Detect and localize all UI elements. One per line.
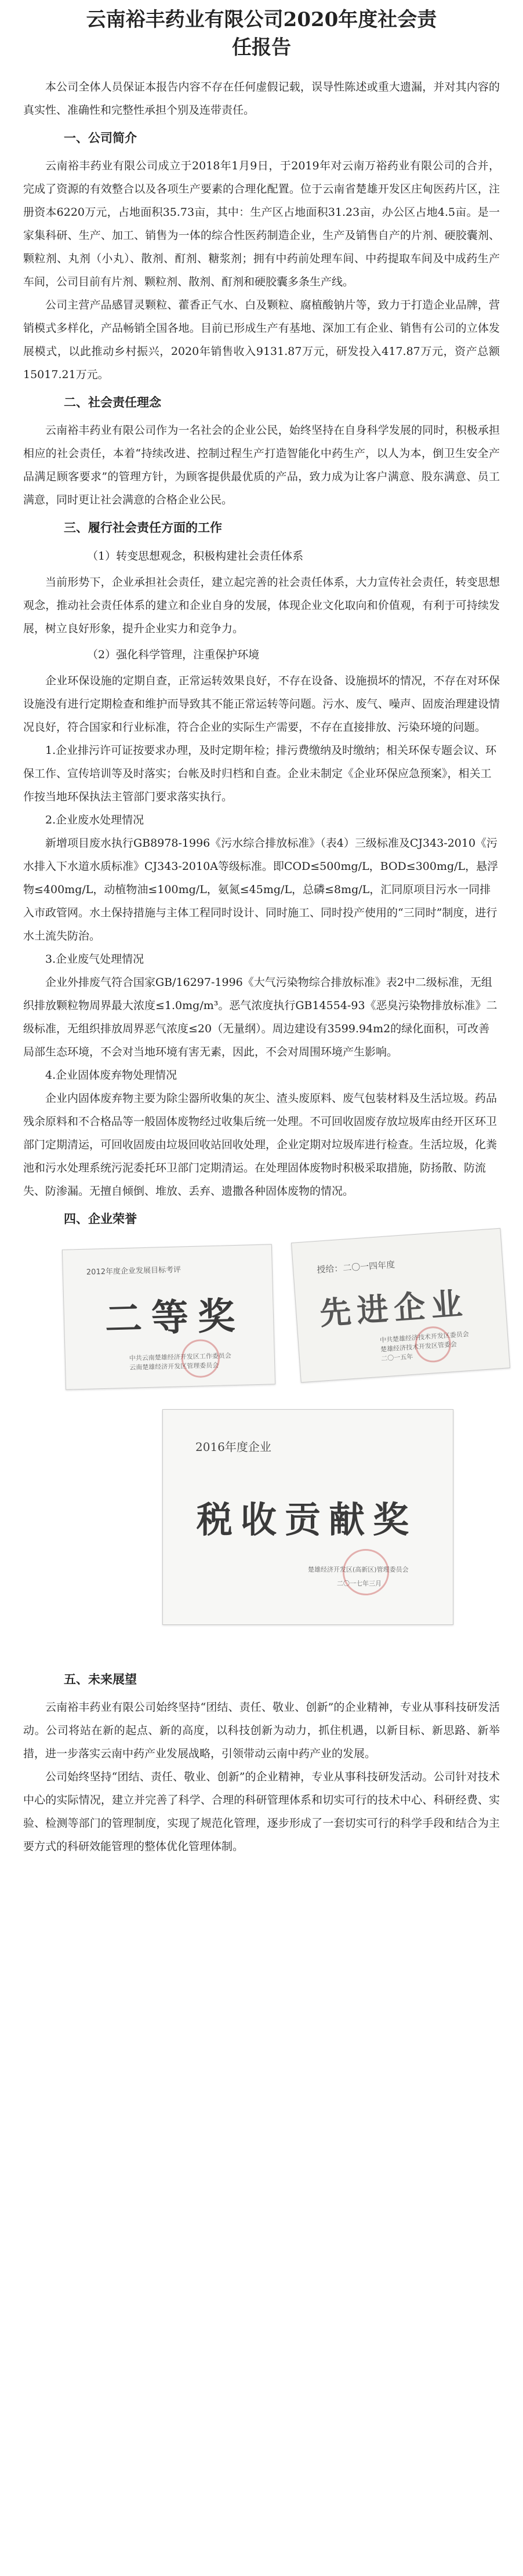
- company-profile-paragraph-2: 公司主营产品感冒灵颗粒、藿香正气水、白及颗粒、腐植酸钠片等，致力于打造企业品牌，营销模式多样化，产品畅销全国各地。目前已形成生产有基地、深加工有企业、销售有公司的立体发展模式，以此推动乡村振兴，2020年销售收入9131.87万元，研发投入417.87万元，资产总额15017.21万元。: [23, 299, 500, 381]
- certificate-second-prize-issuer: 中共云南楚雄经济开发区工作委员会 云南楚雄经济开发区管理委员会: [129, 1352, 231, 1372]
- env-item-permit: 1.企业排污许可证按要求办理，及时定期年检；排污费缴纳及时缴纳；相关环保专题会议、环保工作、宣传培训等及时落实；台帐及时归档和自查。企业未制定《企业环保应急预案》，相关工作按当地环保执法主管部门要求落实执行。: [23, 744, 497, 803]
- section-heading-social-responsibility: 二、社会责任理念: [64, 395, 161, 409]
- certificate-tax-contribution-issuer: 楚雄经济开发区(高新区)管理委员会: [308, 1566, 409, 1573]
- red-seal-icon: [181, 1339, 220, 1378]
- social-responsibility-paragraph: 云南裕丰药业有限公司作为一名社会的企业公民，始终坚持在自身科学发展的同时，积极承担相应的社会责任，本着“持续改进、控制过程生产打造智能化中药生产，以人为本，倒卫生安全产品满足顾客要求”的管理方针，为顾客提供最优质的产品，致力成为让客户满意、股东满意、员工满意，同时更让社会满意的合格企业公民。: [23, 424, 500, 506]
- report-title: 云南裕丰药业有限公司2020年度社会责任报告: [86, 8, 437, 59]
- certificate-tax-contribution-date: 二〇一七年三月: [337, 1580, 382, 1587]
- env-item-wastewater-heading: 2.企业废水处理情况: [45, 814, 144, 826]
- subheading-2: （2）强化科学管理，注重保护环境: [87, 648, 260, 661]
- env-item-exhaust-text: 企业外排废气符合国家GB/16297-1996《大气污染物综合排放标准》表2中二级标准，无组织排放颗粒物周界最大浓度≤1.0mg/m³。恶气浓度执行GB14554-93《恶臭污染物排放标准》二级标准，无组织排放周界恶气浓度≤20（无量纲）。周边建设有3599.94m2的绿化面积，可改善局部生态环境，不会对当地环境有害无素，因此，不会对周围环境产生影响。: [23, 976, 497, 1058]
- certificate-tax-contribution-title: 税收贡献奖: [197, 1499, 417, 1541]
- subheading-1: （1）转变思想观念，积极构建社会责任体系: [87, 550, 304, 563]
- section-heading-honors: 四、企业荣誉: [64, 1211, 137, 1226]
- company-profile-paragraph-1: 云南裕丰药业有限公司成立于2018年1月9日，于2019年对云南万裕药业有限公司的合并，完成了资源的有效整合以及各项生产要素的合理化配置。位于云南省楚雄开发区庄甸医药片区，注册资本6220万元，占地面积35.73亩，其中：生产区占地面积31.23亩，办公区占地4.5亩。是一家集科研、生产、加工、销售为一体的综合性医药制造企业，生产及销售自产的片剂、硬胶囊剂、颗粒剂、丸剂（小丸）、散剂、酊剂、糖浆剂；拥有中药前处理车间、中药提取车间及中成药生产车间，公司目前有片剂、颗粒剂、散剂、酊剂和硬胶囊多条生产线。: [23, 159, 500, 288]
- env-item-solidwaste-text: 企业内固体废弃物主要为除尘器所收集的灰尘、渣头废原料、废气包装材料及生活垃圾。药品残余原料和不合格品等一般固体废物经过收集后统一处理。不可回收固废存放垃圾库由经开区环卫部门定期清运，可回收固废由垃圾回收站回收处理，企业定期对垃圾库进行检查。生活垃圾，化粪池和污水处理系统污泥委托环卫部门定期清运。在处理固体废物时积极采取措施，防扬散、防流失、防渗漏。无擅自倾倒、堆放、丢弃、遗撒各种固体废物的情况。: [23, 1092, 497, 1198]
- section-heading-company-profile: 一、公司简介: [64, 130, 137, 145]
- red-seal-icon: [343, 1549, 389, 1595]
- certificate-second-prize: [62, 1244, 275, 1389]
- certificate-advanced-enterprise-issuer: 中共楚雄经济技术开发区委员会 楚雄经济技术开发区管委会 二〇一五年: [379, 1330, 470, 1363]
- section-heading-outlook: 五、未来展望: [64, 1672, 137, 1686]
- outlook-paragraph-2: 公司始终坚持“团结、责任、敬业、创新”的企业精神，专业从事科技研发活动。公司针对技术中心的实际情况，建立并完善了科学、合理的科研管理体系和切实可行的技术中心、科研经费、实验、检测等部门的管理制度，实现了规范化管理，逐步形成了一套切实可行的科学手段和结合为主要方式的科研效能管理的整体优化管理体制。: [23, 1770, 500, 1853]
- certificate-second-prize-caption: 2012年度企业发展目标考评: [86, 1265, 181, 1277]
- certificate-advanced-enterprise-title: 先进企业: [318, 1284, 470, 1332]
- work-paragraph-2: 企业环保设施的定期自查，正常运转效果良好，不存在设备、设施损坏的情况，不存在对环保设施没有进行定期检查和维护而导致其不能正常运转等问题。污水、废气、噪声、固废治理建设情况良好，符合国家和行业标准，符合企业的实际生产需要，不存在直接排放、污染环境的问题。: [23, 674, 500, 734]
- env-item-exhaust-heading: 3.企业废气处理情况: [45, 953, 144, 966]
- work-paragraph-1: 当前形势下，企业承担社会责任，建立起完善的社会责任体系，大力宣传社会责任，转变思想观念，推动社会责任体系的建立和企业自身的发展，体现企业文化取向和价值观，有利于可持续发展，树立良好形象，提升企业实力和竞争力。: [23, 576, 500, 635]
- certificate-advanced-enterprise-caption: 授给：二〇一四年度: [316, 1259, 395, 1275]
- certificate-second-prize-title: 二等奖: [104, 1294, 245, 1341]
- section-heading-work-done: 三、履行社会责任方面的工作: [64, 520, 222, 535]
- env-item-wastewater-text: 新增项目废水执行GB8978-1996《污水综合排放标准》（表4）三级标准及CJ343-2010《污水排入下水道水质标准》CJ343-2010A等级标准。即COD≤500mg/L，BOD≤300mg/L，悬浮物≤400mg/L，动植物油≤100mg/L，氨氮≤45mg/L，总磷≤8mg/L，汇同原项目污水一同排入市政管网。水土保持措施与主体工程同时设计、同时施工、同时投产使用的“三同时”制度，进行水土流失防治。: [23, 837, 499, 942]
- certificate-tax-contribution: [162, 1409, 453, 1625]
- certificate-advanced-enterprise: [291, 1228, 510, 1383]
- env-item-solidwaste-heading: 4.企业固体废弃物处理情况: [45, 1069, 177, 1082]
- report-page: [0, 6, 523, 2576]
- honors-certificates: [23, 1235, 500, 1653]
- outlook-paragraph-1: 云南裕丰药业有限公司始终坚持“团结、责任、敬业、创新”的企业精神，专业从事科技研发活动。公司将站在新的起点、新的高度，以科技创新为动力，抓住机遇，以新目标、新思路、新举措，进一步落实云南中药产业发展战略，引领带动云南中药产业的发展。: [23, 1701, 500, 1760]
- disclaimer-paragraph: 本公司全体人员保证本报告内容不存在任何虚假记载，误导性陈述或重大遗漏，并对其内容的真实性、准确性和完整性承担个别及连带责任。: [23, 81, 500, 117]
- certificate-tax-contribution-caption: 2016年度企业: [195, 1440, 271, 1454]
